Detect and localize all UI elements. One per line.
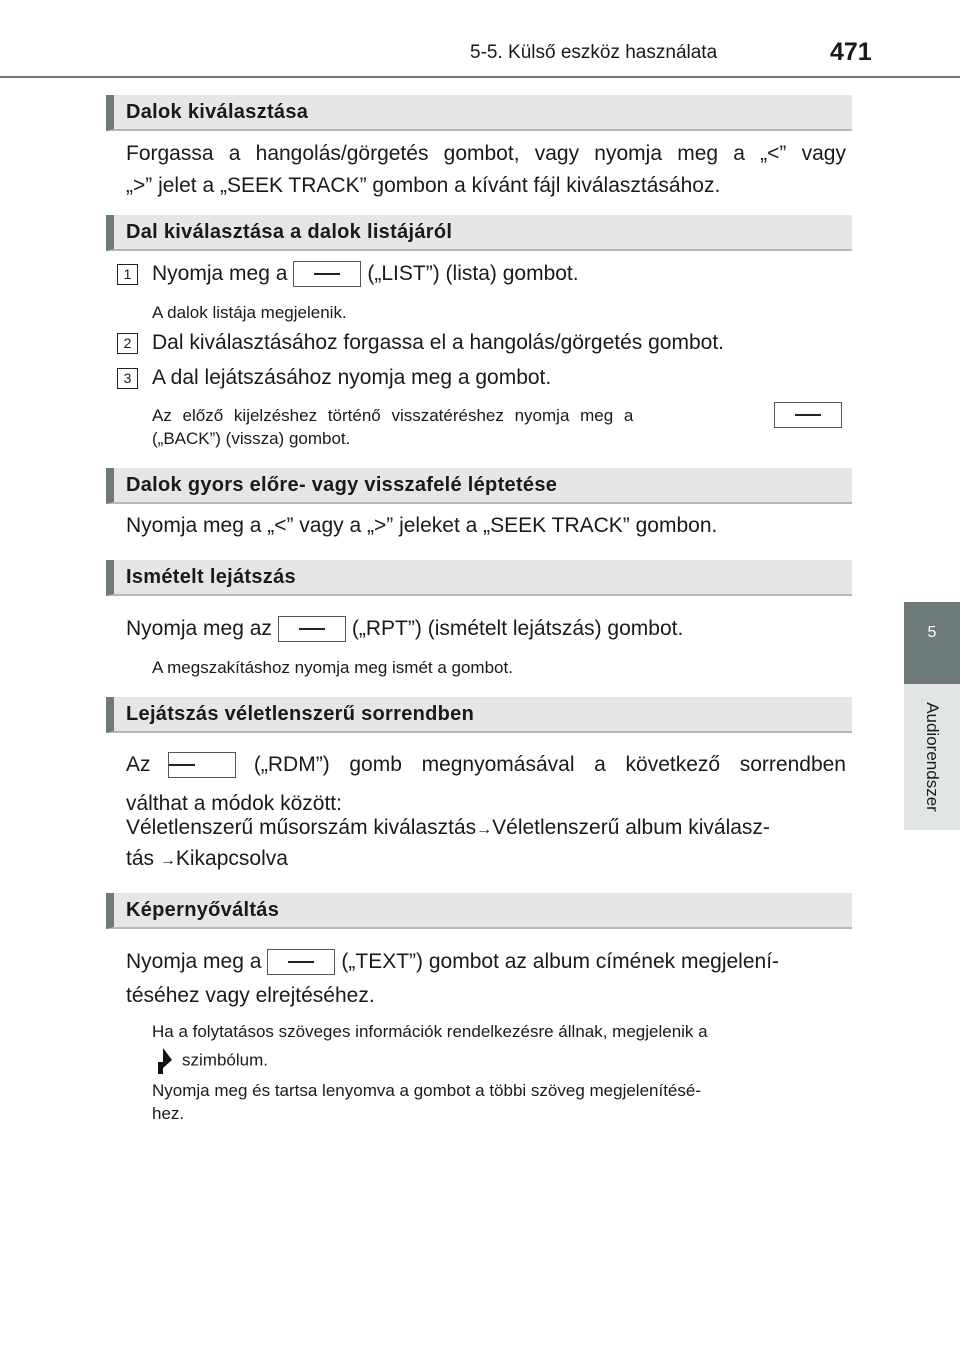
list-button-icon (293, 261, 361, 287)
paragraph-fast: Nyomja meg a „<” vagy a „>” jeleket a „SEEK TRACK” gombon. (126, 514, 718, 537)
text-button-icon (267, 949, 335, 975)
section-heading-repeat: Ismételt lejátszás (106, 560, 852, 596)
chapter-title: Audiorendszer (923, 702, 942, 812)
section-heading-select-songs: Dalok kiválasztása (106, 95, 852, 131)
paragraph-select-line1: Forgassa a hangolás/görgetés gombot, vagy nyomja meg a „<” vagy (126, 142, 846, 165)
step-number-1: 1 (117, 264, 138, 285)
paragraph-random-line2: válthat a módok között: (126, 792, 342, 815)
section-heading-fast-forward: Dalok gyors előre- vagy visszafelé léptetése (106, 468, 852, 504)
paragraph-repeat: Nyomja meg az („RPT”) (ismételt lejátszás) gombot. (126, 613, 683, 645)
paragraph-random-line3: Véletlenszerű műsorszám kiválasztás→Véletlenszerű album kiválasz- (126, 816, 770, 839)
section-heading-screen: Képernyőváltás (106, 893, 852, 929)
paragraph-screen-line2: téséhez vagy elrejtéséhez. (126, 984, 375, 1007)
running-header: 5-5. Külső eszköz használata (470, 42, 718, 63)
header-rule (0, 76, 960, 78)
section-heading-song-list: Dal kiválasztása a dalok listájáról (106, 215, 852, 251)
rdm-button-icon (168, 752, 236, 778)
step-3-note-line2: („BACK”) (vissza) gombot. (152, 429, 351, 448)
paragraph-random-line1: Az („RDM”) gomb megnyomásával a következő sorrendben (126, 749, 846, 781)
repeat-note: A megszakításhoz nyomja meg ismét a gombot. (152, 658, 513, 677)
screen-note-2b: hez. (152, 1104, 185, 1123)
paragraph-random-line4: tás →Kikapcsolva (126, 847, 288, 870)
arrow-icon: → (476, 821, 493, 838)
step-1-note: A dalok listája megjelenik. (152, 303, 347, 322)
continuation-symbol-icon (158, 1048, 172, 1074)
back-button-icon (774, 402, 842, 428)
arrow-icon: → (159, 852, 176, 869)
step-3-note-line1: Az előző kijelzéshez történő visszatéréshez nyomja meg a (152, 405, 842, 427)
screen-note-2a: Nyomja meg és tartsa lenyomva a gombot a többi szöveg megjelenítésé- (152, 1081, 701, 1100)
page-number: 471 (830, 38, 872, 66)
paragraph-screen-line1: Nyomja meg a („TEXT”) gombot az album címének megjelení- (126, 946, 779, 978)
step-number-3: 3 (117, 368, 138, 389)
step-1-text: Nyomja meg a („LIST”) (lista) gombot. (152, 258, 579, 290)
chapter-tab (904, 602, 960, 684)
section-heading-random: Lejátszás véletlenszerű sorrendben (106, 697, 852, 733)
screen-note-1: Ha a folytatásos szöveges információk rendelkezésre állnak, megjelenik a (152, 1022, 708, 1041)
paragraph-select-line2: „>” jelet a „SEEK TRACK” gombon a kívánt fájl kiválasztásához. (126, 174, 721, 197)
step-3-text: A dal lejátszásához nyomja meg a gombot. (152, 366, 552, 389)
step-2-text: Dal kiválasztásához forgassa el a hangolás/görgetés gombot. (152, 331, 725, 354)
step-number-2: 2 (117, 333, 138, 354)
chapter-number: 5 (927, 624, 937, 641)
rpt-button-icon (278, 616, 346, 642)
screen-note-1b: szimbólum. (152, 1048, 268, 1074)
